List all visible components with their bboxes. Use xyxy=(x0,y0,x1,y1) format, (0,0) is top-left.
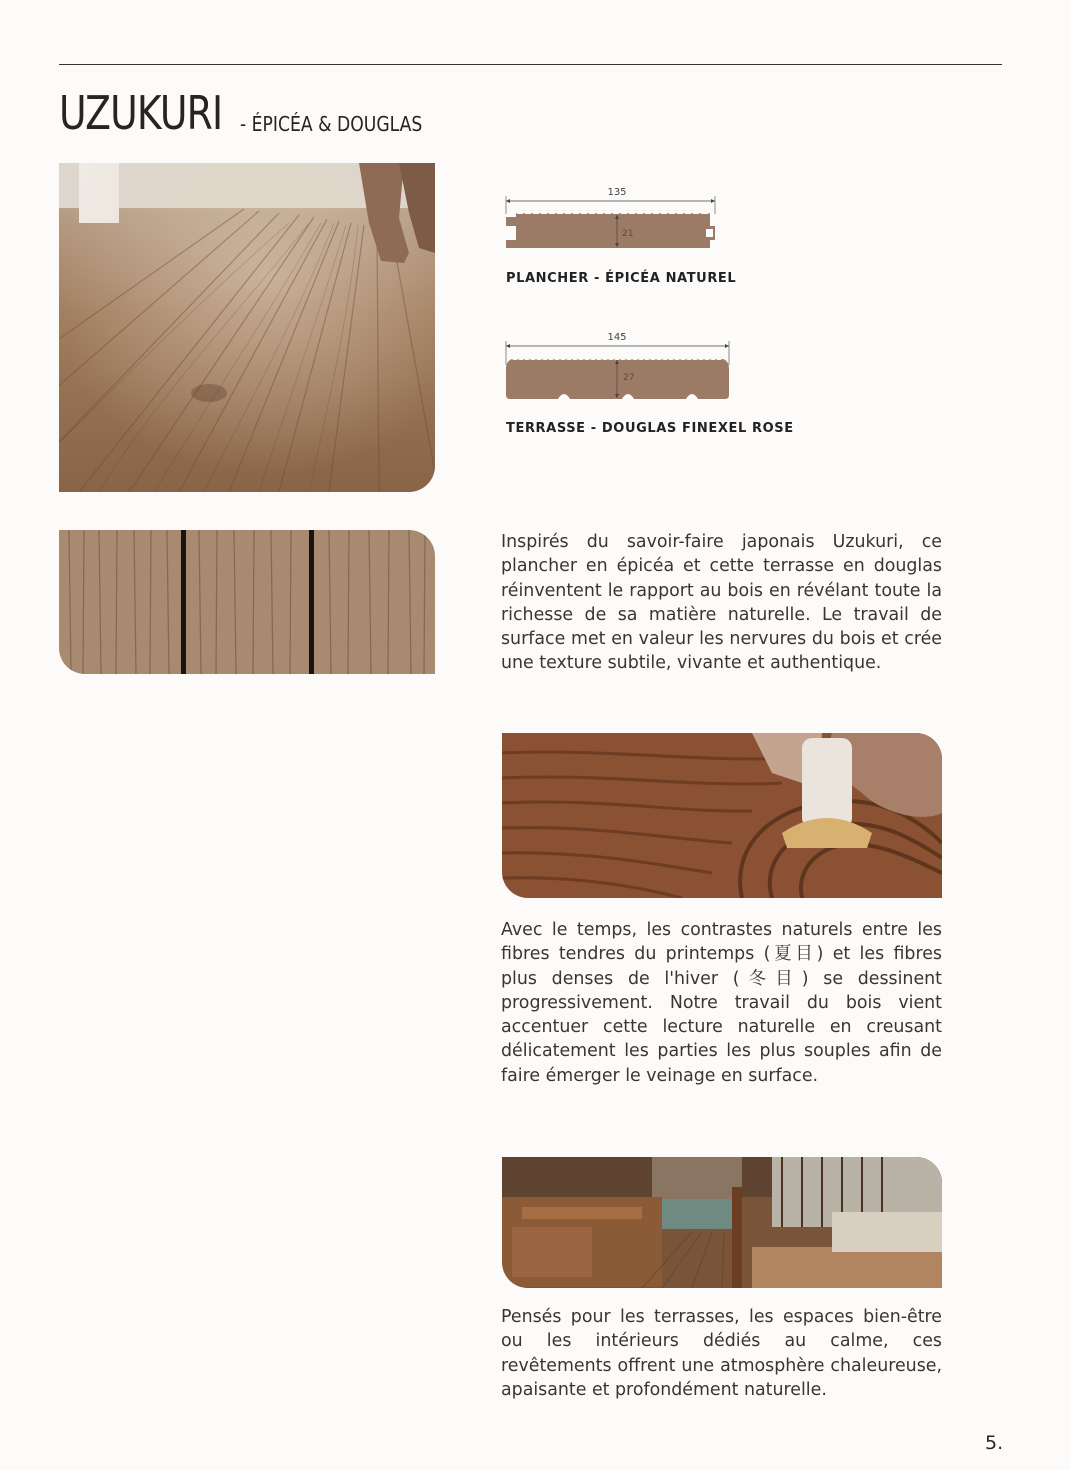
profile-plancher-width: 135 xyxy=(607,187,627,198)
paragraph-texture: Avec le temps, les contrastes naturels entre les fibres tendres du printemps (夏目) et les fibres plus denses de l'hiver (冬目) se dessinent progressivement. Notre travail du bois vient accentuer cette lecture naturelle en creusant délicatement les parties les plus souples afin de faire émerger le veinage en surface. xyxy=(501,920,942,1086)
profile-plancher-thickness: 21 xyxy=(622,229,634,239)
photo-floor-feet xyxy=(59,163,435,492)
profile-terrasse xyxy=(500,325,735,405)
profile-terrasse-label: TERRASSE - DOUGLAS FINEXEL ROSE xyxy=(506,421,794,436)
top-rule xyxy=(59,64,1002,65)
photo-interior xyxy=(502,1157,942,1288)
photo-brushing-wood xyxy=(502,733,942,898)
page-title xyxy=(59,86,423,140)
title-subtitle: - ÉPICÉA & DOUGLAS xyxy=(240,112,423,136)
paragraph-usage: Pensés pour les terrasses, les espaces bien-être ou les intérieurs dédiés au calme, ces revêtements offrent une atmosphère chaleureuse, apaisante et profondément naturelle. xyxy=(501,1307,942,1400)
profile-plancher-label: PLANCHER - ÉPICÉA NATUREL xyxy=(506,271,737,286)
photo-plank-closeup xyxy=(59,530,435,674)
profile-terrasse-thickness: 27 xyxy=(623,373,635,383)
profile-plancher xyxy=(500,180,720,255)
paragraph-intro: Inspirés du savoir-faire japonais Uzukuri, ce plancher en épicéa et cette terrasse en douglas réinventent le rapport au bois en révélant toute la richesse de sa matière naturelle. Le travail de surface met en valeur les nervures du bois et crée une texture subtile, vivante et authentique. xyxy=(501,532,942,674)
profile-terrasse-width: 145 xyxy=(607,332,627,343)
title-main: UZUKURI xyxy=(59,86,223,140)
page-number: 5. xyxy=(985,1432,1004,1454)
